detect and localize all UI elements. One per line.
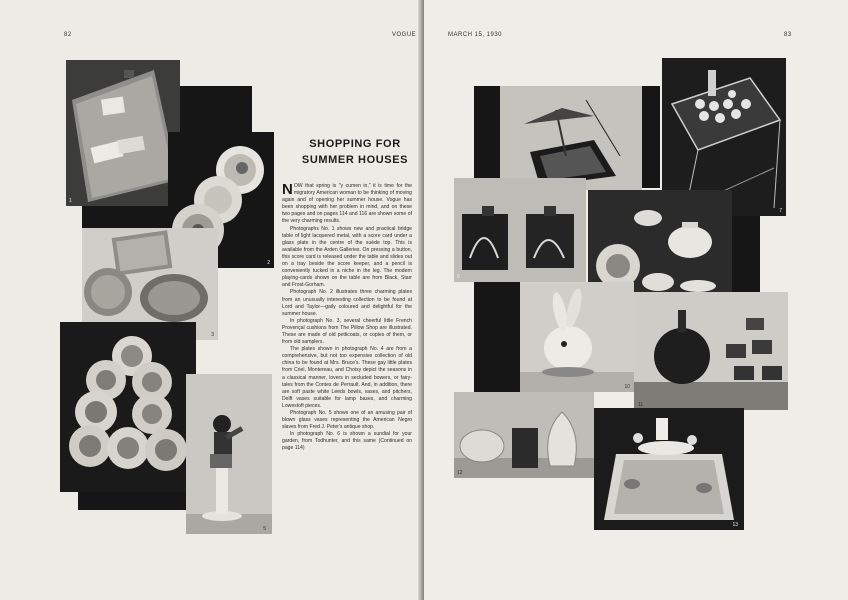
page-number-right: 83 (784, 32, 792, 38)
photo-decanter (634, 292, 788, 410)
photo-number: 1 (69, 198, 72, 204)
dateline: MARCH 15, 1930 (448, 32, 503, 38)
running-head: VOGUE (392, 32, 417, 38)
paragraph-text: OW that spring is "y cumen in," it is time for the migratory American woman to be thinking of moving again and of opening her summer house. Vogue has been shopping with her problem in mind, and on these two pages and on pages 114 and 116 are shown some of the very charming results. (282, 183, 412, 225)
photo-number: 10 (624, 384, 630, 390)
article-paragraph: In photograph No. 6 is shown a sundial for your garden, from Todhunter, and this same (Continued on page 114) (282, 431, 412, 452)
article-paragraph: Photograph No. 5 shows one of an amusing pair of blown glass vases representing the American Negro slaves from Fred J. Peter's antique shop. (282, 410, 412, 431)
photo-number: 7 (779, 208, 782, 214)
drop-cap: N (282, 181, 293, 198)
article-paragraph: Photograph No. 2 illustrates three charming plates from an unusually interesting collection to be found at Lord and Taylor—gaily coloured and delightful for the summer house. (282, 289, 412, 317)
page-number-left: 82 (64, 32, 72, 38)
photo-glass-vases (454, 392, 594, 478)
photo-tea-canisters (454, 178, 586, 282)
photo-stacked-plates (60, 322, 196, 492)
photo-number: 11 (638, 402, 644, 408)
photo-number: 12 (457, 470, 463, 476)
photo-bridge-table (66, 60, 180, 206)
photo-number: 8 (457, 274, 460, 280)
article-paragraph: The plates shown in photograph No. 4 are from a comprehensive, but not too expensive collection of old china to be found at Mrs. Bruce's. These gay little plates from Criel, Montereau, and Choisy depict the seasons in a classical manner, lovers in secluded bowers, or fairy-tales from the Contes de Perrault. And, in addition, there are soft paste white Leeds bowls, vases, and pitchers, Delft vases suitable for lamp bases, and charming Lowestoft pieces. (282, 346, 412, 409)
layout-block (178, 86, 252, 134)
photo-number: 5 (263, 526, 266, 532)
right-page (424, 0, 848, 600)
photo-number: 3 (211, 332, 214, 338)
photo-number: 13 (732, 522, 738, 528)
left-page (0, 0, 422, 600)
article-paragraph: In photograph No. 3, several cheerful little French Provençal cushions from The Pillow Shop are illustrated. These are made of old petticoats, or copies of them, or from old samplers. (282, 317, 412, 346)
layout-block (474, 282, 520, 392)
photo-glass-figure (186, 374, 272, 534)
photo-tea-table (594, 408, 744, 530)
photo-number: 2 (267, 260, 270, 266)
article-paragraph: Photographs No. 1 shows new and practical bridge table of light lacquered metal, with a score card under a glass plate in the centre of the suède top. This is available from the Arden Galleries. On pressing a button, this score card is released under the table and slides out on a tray beside the score keeper, and a pencil is conveniently tucked in a niche in the leg. The modern playing-cards shown on the table are from Black, Starr and Frost-Gorham. (282, 225, 412, 289)
photo-rabbit-figure (520, 282, 634, 392)
article-body (282, 183, 412, 453)
article-title: SHOPPING FOR SUMMER HOUSES (301, 138, 409, 166)
article-paragraph (282, 183, 412, 226)
layout-block (730, 214, 760, 292)
photo-sundial (500, 86, 642, 190)
layout-block (474, 86, 500, 178)
